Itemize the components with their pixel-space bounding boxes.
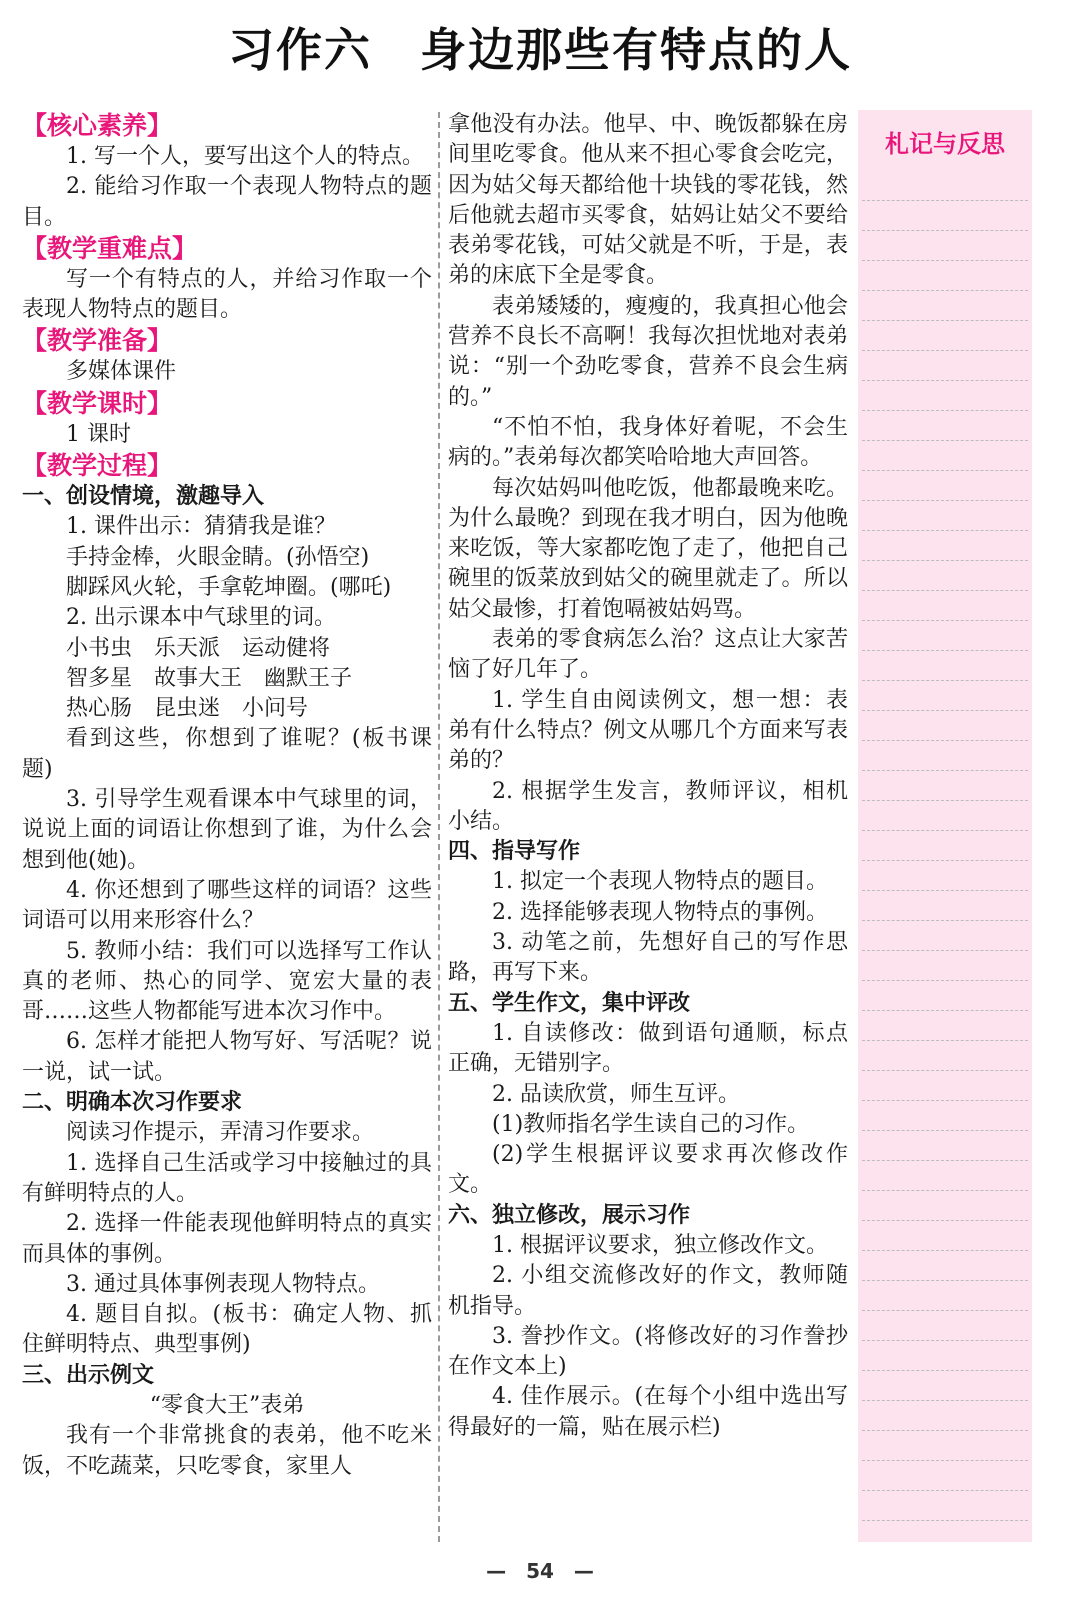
paragraph: 3. 动笔之前，先想好自己的写作思路，再写下来。: [448, 930, 848, 986]
note-ruled-line: [862, 500, 1028, 501]
note-ruled-line: [862, 1370, 1028, 1371]
notes-reflection-panel: [858, 110, 1032, 1542]
note-ruled-line: [862, 200, 1028, 201]
paragraph: 4. 佳作展示。(在每个小组中选出写得最好的一篇，贴在展示栏): [448, 1384, 848, 1440]
note-ruled-line: [862, 980, 1028, 981]
note-ruled-line: [862, 1100, 1028, 1101]
note-ruled-line: [862, 410, 1028, 411]
section-heading-preparation: 【教学准备】: [22, 326, 173, 356]
paragraph: 5. 教师小结：我们可以选择写工作认真的老师、热心的同学、宽宏大量的表哥……这些人物都能写进本次习作中。: [22, 938, 432, 1025]
paragraph: (1)教师指名学生读自己的习作。: [492, 1111, 810, 1137]
note-ruled-line: [862, 1190, 1028, 1191]
note-ruled-line: [862, 1070, 1028, 1071]
paragraph: 拿他没有办法。他早、中、晚饭都躲在房间里吃零食。他从来不担心零食会吃完，因为姑父每天都给他十块钱的零花钱，然后他就去超市买零食，姑妈让姑父不要给表弟零花钱，可姑父就是不听，于是，表弟的床底下全是零食。: [448, 112, 848, 289]
paragraph: 多媒体课件: [66, 359, 177, 385]
paragraph: 2. 出示课本中气球里的词。: [66, 605, 336, 631]
paragraph: 2. 选择能够表现人物特点的事例。: [492, 899, 828, 925]
note-ruled-line: [862, 1160, 1028, 1161]
step-heading: 一、创设情境，激趣导入: [22, 484, 265, 510]
paragraph: 2. 品读欣赏，师生互评。: [492, 1081, 740, 1107]
note-ruled-line: [862, 1430, 1028, 1431]
note-ruled-line: [862, 1520, 1028, 1521]
paragraph: 2. 能给习作取一个表现人物特点的题目。: [22, 174, 432, 230]
paragraph: 3. 通过具体事例表现人物特点。: [66, 1271, 380, 1297]
step-heading: 三、出示例文: [22, 1362, 155, 1388]
note-ruled-line: [862, 710, 1028, 711]
section-heading-teaching-process: 【教学过程】: [22, 451, 173, 481]
note-ruled-line: [862, 590, 1028, 591]
paragraph: 1. 写一个人，要写出这个人的特点。: [66, 144, 424, 169]
lesson-plan-left-column: [22, 110, 432, 1482]
note-ruled-line: [862, 770, 1028, 771]
paragraph: 阅读习作提示，弄清习作要求。: [66, 1120, 375, 1146]
note-ruled-line: [862, 1010, 1028, 1011]
note-ruled-line: [862, 1130, 1028, 1131]
paragraph: 4. 你还想到了哪些这样的词语？这些词语可以用来形容什么？: [22, 877, 432, 934]
note-ruled-line: [862, 290, 1028, 291]
note-ruled-line: [862, 470, 1028, 471]
note-ruled-line: [862, 1460, 1028, 1461]
notes-panel-title: 札记与反思: [885, 130, 1005, 158]
step-heading: 四、指导写作: [448, 839, 581, 865]
page-title: 习作六 身边那些有特点的人: [228, 23, 852, 77]
paragraph: 3. 引导学生观看课本中气球里的词，说说上面的词语让你想到了谁，为什么会想到他(她)。: [22, 787, 432, 873]
paragraph: 3. 誊抄作文。(将修改好的习作誊抄在作文本上): [448, 1323, 848, 1380]
lesson-plan-middle-column: [448, 110, 848, 1443]
note-ruled-line: [862, 1250, 1028, 1251]
paragraph: 2. 小组交流修改好的作文，教师随机指导。: [448, 1263, 848, 1319]
paragraph: “不怕不怕，我身体好着呢，不会生病的。”表弟每次都笑哈哈地大声回答。: [448, 414, 848, 471]
note-ruled-line: [862, 620, 1028, 621]
note-ruled-line: [862, 440, 1028, 441]
note-ruled-line: [862, 380, 1028, 381]
paragraph: 1 课时: [66, 421, 131, 447]
paragraph: 手持金棒，火眼金睛。(孙悟空): [66, 544, 370, 570]
note-ruled-line: [862, 260, 1028, 261]
essay-title: “零食大王”表弟: [149, 1392, 305, 1418]
paragraph: 写一个有特点的人，并给习作取一个表现人物特点的题目。: [22, 266, 432, 323]
note-ruled-line: [862, 530, 1028, 531]
paragraph: 1. 自读修改：做到语句通顺，标点正确，无错别字。: [448, 1020, 848, 1077]
step-heading: 五、学生作文，集中评改: [448, 990, 691, 1016]
note-ruled-line: [862, 740, 1028, 741]
step-heading: 六、独立修改，展示习作: [448, 1202, 691, 1228]
note-ruled-line: [862, 350, 1028, 351]
note-ruled-line: [862, 800, 1028, 801]
word-list-row: 智多星 故事大王 幽默王子: [66, 665, 353, 691]
paragraph: 6. 怎样才能把人物写好、写活呢？说一说，试一试。: [22, 1029, 432, 1085]
note-ruled-line: [862, 830, 1028, 831]
note-ruled-line: [862, 320, 1028, 321]
paragraph: 表弟矮矮的，瘦瘦的，我真担心他会营养不良长不高啊！我每次担忧地对表弟说：“别一个劲吃零食，营养不良会生病的。”: [448, 293, 848, 410]
paragraph: 2. 选择一件能表现他鲜明特点的真实而具体的事例。: [22, 1211, 432, 1267]
paragraph: 4. 题目自拟。(板书：确定人物、抓住鲜明特点、典型事例): [22, 1302, 432, 1358]
note-ruled-line: [862, 920, 1028, 921]
paragraph: 我有一个非常挑食的表弟，他不吃米饭，不吃蔬菜，只吃零食，家里人: [22, 1423, 432, 1479]
paragraph: 1. 课件出示：猜猜我是谁？: [66, 514, 336, 540]
section-heading-key-points: 【教学重难点】: [22, 233, 198, 263]
section-heading-core-literacy: 【核心素养】: [22, 111, 173, 140]
note-ruled-line: [862, 1400, 1028, 1401]
note-ruled-line: [862, 890, 1028, 891]
word-list-row: 小书虫 乐天派 运动健将: [66, 635, 331, 661]
paragraph: 1. 选择自己生活或学习中接触过的具有鲜明特点的人。: [22, 1150, 432, 1206]
paragraph: 1. 拟定一个表现人物特点的题目。: [492, 869, 828, 895]
paragraph: 脚踩风火轮，手拿乾坤圈。(哪吒): [66, 574, 392, 600]
column-divider: [438, 112, 440, 1542]
paragraph: 表弟的零食病怎么治？这点让大家苦恼了好几年了。: [448, 627, 848, 683]
note-ruled-line: [862, 230, 1028, 231]
note-ruled-line: [862, 1220, 1028, 1221]
note-ruled-line: [862, 860, 1028, 861]
page-number: — 54 —: [486, 1559, 594, 1583]
note-ruled-line: [862, 1280, 1028, 1281]
paragraph: 1. 学生自由阅读例文，想一想：表弟有什么特点？例文从哪几个方面来写表弟的？: [448, 687, 848, 774]
note-ruled-line: [862, 680, 1028, 681]
step-heading: 二、明确本次习作要求: [22, 1090, 243, 1116]
paragraph: 1. 根据评议要求，独立修改作文。: [492, 1232, 828, 1258]
paragraph: 看到这些，你想到了谁呢？(板书课题): [22, 726, 432, 782]
note-ruled-line: [862, 560, 1028, 561]
paragraph: 2. 根据学生发言，教师评议，相机小结。: [448, 778, 848, 834]
note-ruled-line: [862, 950, 1028, 951]
note-ruled-line: [862, 1310, 1028, 1311]
word-list-row: 热心肠 昆虫迷 小问号: [66, 696, 309, 722]
paragraph: (2)学生根据评议要求再次修改作文。: [448, 1142, 848, 1198]
note-ruled-line: [862, 1040, 1028, 1041]
note-ruled-line: [862, 1490, 1028, 1491]
note-ruled-line: [862, 650, 1028, 651]
section-heading-class-hours: 【教学课时】: [22, 388, 173, 418]
note-ruled-line: [862, 1340, 1028, 1341]
paragraph: 每次姑妈叫他吃饭，他都最晚来吃。为什么最晚？到现在我才明白，因为他晚来吃饭，等大家都吃饱了走了，他把自己碗里的饭菜放到姑父的碗里就走了。所以姑父最惨，打着饱嗝被姑妈骂。: [448, 475, 848, 622]
